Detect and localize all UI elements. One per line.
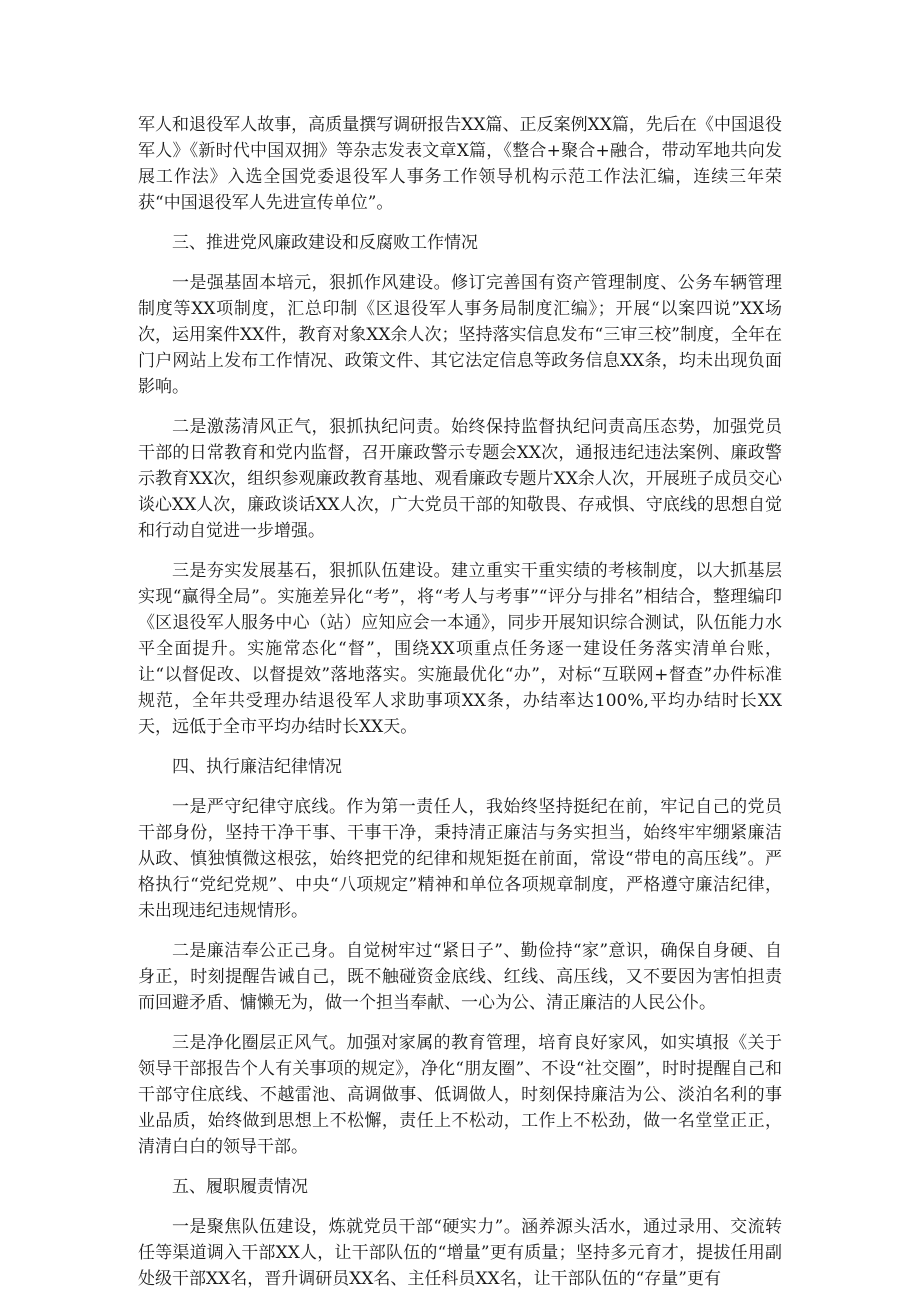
paragraph: 三是净化圈层正风气。加强对家属的教育管理，培育良好家风，如实填报《关于领导干部报告个人有关事项的规定》，净化“朋友圈”、不设“社交圈”，时时提醒自己和干部守住底线、不越雷池、高调做事、低调做人，时刻保持廉洁为公、淡泊名利的事业品质，始终做到思想上不松懈，责任上不松动，工作上不松劲，做一名堂堂正正，清清白白的领导干部。 [138, 1033, 782, 1157]
paragraph: 二是廉洁奉公正己身。自觉树牢过“紧日子”、勤俭持“家”意识，确保自身硬、自身正，时刻提醒告诫自己，既不触碰资金底线、红线、高压线，又不要因为害怕担责而回避矛盾、慵懒无为，做一个担当奉献、一心为公、清正廉洁的人民公仆。 [138, 941, 782, 1013]
section-heading-3: 三、推进党风廉政建设和反腐败工作情况 [172, 233, 478, 253]
paragraph: 二是激荡清风正气，狠抓执纪问责。始终保持监督执纪问责高压态势，加强党员干部的日常教育和党内监督，召开廉政警示专题会XX次，通报违纪违法案例、廉政警示教育XX次，组织参观廉政教育基地、观看廉政专题片XX余人次，开展班子成员交心谈心XX人次，廉政谈话XX人次，广大党员干部的知敬畏、存戒惧、守底线的思想自觉和行动自觉进一步增强。 [138, 417, 782, 541]
section-heading-5: 五、履职履责情况 [172, 1177, 308, 1197]
paragraph-continued: 军人和退役军人故事，高质量撰写调研报告XX篇、正反案例XX篇，先后在《中国退役军人》《新时代中国双拥》等杂志发表文章X篇，《整合+聚合+融合，带动军地共向发展工作法》入选全国党委退役军人事务工作领导机构示范工作法汇编，连续三年荣获“中国退役军人先进宣传单位”。 [138, 115, 782, 213]
paragraph: 一是严守纪律守底线。作为第一责任人，我始终坚持挺纪在前，牢记自己的党员干部身份，坚持干净干事、干事干净，秉持清正廉洁与务实担当，始终牢牢绷紧廉洁从政、慎独慎微这根弦，始终把党的纪律和规矩挺在前面，常设“带电的高压线”。严格执行“党纪党规”、中央“八项规定”精神和单位各项规章制度，严格遵守廉洁纪律，未出现违纪违规情形。 [138, 797, 782, 921]
paragraph: 一是聚焦队伍建设，炼就党员干部“硬实力”。涵养源头活水，通过录用、交流转任等渠道调入干部XX人，让干部队伍的“增量”更有质量；坚持多元育才，提拔任用副处级干部XX名，晋升调研员XX名、主任科员XX名，让干部队伍的“存量”更有 [138, 1217, 782, 1289]
section-heading-4: 四、执行廉洁纪律情况 [172, 757, 342, 777]
paragraph: 三是夯实发展基石，狠抓队伍建设。建立重实干重实绩的考核制度，以大抓基层实现“赢得全局”。实施差异化“考”，将“考人与考事”“评分与排名”相结合，整理编印《区退役军人服务中心（站）应知应会一本通》，同步开展知识综合测试，队伍能力水平全面提升。实施常态化“督”，围绕XX项重点任务逐一建设任务落实清单台账，让“以督促改、以督提效”落地落实。实施最优化“办”，对标“互联网+督查”办件标准规范，全年共受理办结退役军人求助事项XX条，办结率达100%,平均办结时长XX天，远低于全市平均办结时长XX天。 [138, 561, 782, 737]
paragraph: 一是强基固本培元，狠抓作风建设。修订完善国有资产管理制度、公务车辆管理制度等XX项制度，汇总印制《区退役军人事务局制度汇编》；开展“以案四说”XX场次，运用案件XX件，教育对象XX余人次；坚持落实信息发布“三审三校”制度，全年在门户网站上发布工作情况、政策文件、其它法定信息等政务信息XX条，均未出现负面影响。 [138, 273, 782, 397]
